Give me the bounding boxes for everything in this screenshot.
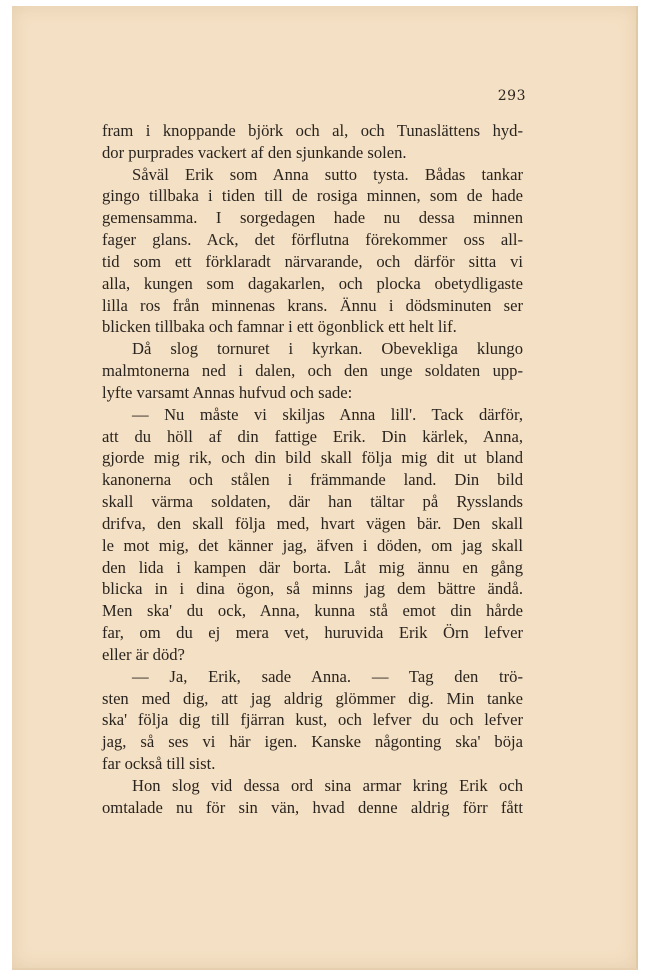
text-line: tid som ett förklaradt närvarande, och därför sitta vi <box>102 251 523 271</box>
text-line: Men ska' du ock, Anna, kunna stå emot din hårde <box>102 601 523 621</box>
text-line: omtalade nu för sin vän, hvad denne aldrig förr fått <box>102 797 523 817</box>
text-line: skall värma soldaten, där han tältar på Rysslands <box>102 492 523 512</box>
text-line: jag, så ses vi här igen. Kanske någonting ska' böja <box>102 732 523 752</box>
text-line: Hon slog vid dessa ord sina armar kring Erik och <box>132 775 523 795</box>
text-line: blicka in i dina ögon, så minns jag dem bättre ändå. <box>102 579 523 599</box>
page-number: 293 <box>497 88 526 104</box>
book-page <box>12 6 638 970</box>
text-line: ska' följa dig till fjärran kust, och lefver du och lefver <box>102 710 523 730</box>
text-line: Då slog tornuret i kyrkan. Obevekliga klungo <box>132 339 523 359</box>
text-line: gemensamma. I sorgedagen hade nu dessa minnen <box>102 208 523 228</box>
text-line: lilla ros från minnenas krans. Ännu i dödsminuten ser <box>102 295 523 315</box>
text-line: far, om du ej mera vet, huruvida Erik Örn lefver <box>102 623 523 643</box>
body-text <box>102 120 523 819</box>
text-line: fram i knoppande björk och al, och Tunaslättens hyd- <box>102 121 523 140</box>
text-line: att du höll af din fattige Erik. Din kärlek, Anna, <box>102 426 523 446</box>
text-line: far också till sist. <box>102 754 216 774</box>
text-line: gjorde mig rik, och din bild skall följa mig dit ut bland <box>102 448 523 468</box>
text-line: sten med dig, att jag aldrig glömmer dig. Min tanke <box>102 688 523 708</box>
text-line: Såväl Erik som Anna sutto tysta. Bådas tankar <box>132 164 523 184</box>
text-line: drifva, den skall följa med, hvart vägen bär. Den skall <box>102 513 523 533</box>
text-line: — Nu måste vi skiljas Anna lill'. Tack därför, <box>132 404 523 424</box>
text-line: blicken tillbaka och famnar i ett ögonblick ett helt lif. <box>102 317 457 337</box>
text-line: — Ja, Erik, sade Anna. — Tag den trö- <box>132 666 523 686</box>
text-line: fager glans. Ack, det förflutna förekommer oss all- <box>102 230 523 250</box>
text-line: malmtonerna ned i dalen, och den unge soldaten upp- <box>102 361 523 381</box>
text-line: kanonerna och stålen i främmande land. Din bild <box>102 470 523 490</box>
text-line: dor purprades vackert af den sjunkande solen. <box>102 142 407 162</box>
text-line: gingo tillbaka i tiden till de rosiga minnen, som de hade <box>102 186 523 206</box>
text-line: lyfte varsamt Annas hufvud och sade: <box>102 382 353 402</box>
text-line: alla, kungen som dagakarlen, och plocka obetydligaste <box>102 273 523 293</box>
text-line: den lida i kampen där borta. Låt mig ännu en gång <box>102 557 523 577</box>
text-line: le mot mig, det känner jag, äfven i döden, om jag skall <box>102 535 523 555</box>
text-line: eller är död? <box>102 644 185 664</box>
